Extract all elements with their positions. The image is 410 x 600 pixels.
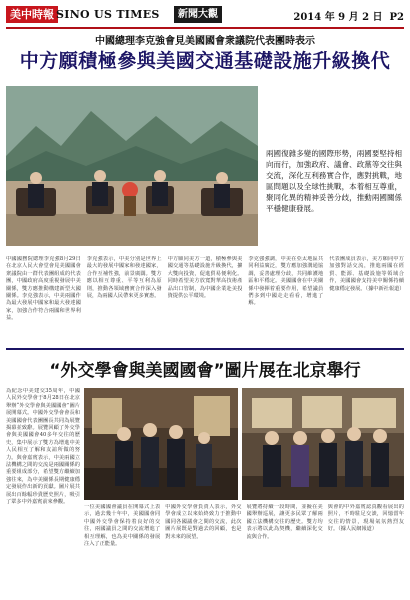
story1-column: 李克強表示，中美分別是世界上最大的發展中國家和發達國家，合作互補性強，前景廣闊。雙方應以相互尊重、平等互利為原則，推動各領域務實合作深入發展，為兩國人民帶來更多實惠。 bbox=[86, 256, 162, 300]
story2-column: 一位美國國會議員在開幕式上表示，過去幾十年中，美國國會同中國外交學會保持着良好的交往，兩國議員之間的交流增進了相互理解，也為美中關係的發展注入了正能量。 bbox=[84, 504, 161, 548]
exhibition-photo-right bbox=[242, 388, 404, 500]
story1-headline: 中方願積極參與美國交通基礎設施升級換代 bbox=[19, 50, 391, 72]
story2-column: 展覽將持續一段時間，並擬在美國舉辦巡展，讓更多民眾了解兩國立法機構交往的歷史。雙方均表示將以此為契機，繼續深化交流與合作。 bbox=[246, 504, 323, 540]
page-number: P2 bbox=[389, 12, 404, 23]
story2-body bbox=[84, 504, 404, 596]
story-divider bbox=[6, 348, 404, 350]
story1-column: 中國國務院總理李克強8月29日在北京人民大會堂會見美國國會衆議院由一群代表團組成的代表團，中國政府高度重視發展中美關係，雙方應推動構建新型大國關係。李克強表示，中美兩國作為最大發展中國家和最大發達國家，加強合作符合兩國和世界利益。 bbox=[6, 256, 81, 322]
meeting-photo bbox=[6, 86, 258, 246]
story1-caption: 兩國復雜多變的國際形勢，兩國要堅持相向而行，加強政府、議會、政黨等交往與交流，深化互利務實合作，應對挑戰，地區問題以及全球性挑戰，本着相互尊重，聚同化異的精神妥善分歧，推動兩國關係平穩健康發展。 bbox=[266, 149, 402, 213]
masthead bbox=[6, 5, 404, 25]
exhibition-photo-left bbox=[84, 388, 238, 500]
story1-column: 代表團成員表示，美方願同中方加強對話交流，推進兩國在經貿、能源、基礎設施等領域合作，美國國會支持美中關係持續健康穩定發展。（據中新社報道） bbox=[329, 256, 404, 292]
story2-headline: “外交學會與美國國會”圖片展在北京舉行 bbox=[49, 361, 361, 381]
story2-column: 中國外交學會負責人表示，外交學會成立以來始終致力于推動中國同各國議會之間的交流，此次圖片展既是對過去的回顧，也是對未來的展望。 bbox=[165, 504, 242, 540]
story2-column: 與會的中外嘉賓認真觀看展出的照片，不時駐足交談，回憶當年交往的情景，現場氣氛熱烈友好。（據人民網報道） bbox=[327, 504, 404, 533]
story1-column: 李克強強調，中美在亞太地區共同利益廣泛，雙方應加強溝通協調，妥善處理分歧，共同維護地區和平穩定。美國國會在中美關係中發揮着重要作用，希望議員們多到中國走走看看，增進了解。 bbox=[248, 256, 324, 307]
newspaper-logo: 美中時報 bbox=[6, 6, 58, 23]
story1-column: 中方願同美方一道，積極參與美國交通等基礎設施升級換代，擴大雙向投資，促進貿易便利化。同時希望美方放寬對華高技術產品出口管制，為中國企業赴美投資提供公平環境。 bbox=[167, 256, 243, 300]
newspaper-name-en: SINO US TIMES bbox=[56, 8, 160, 21]
story1-subhead: 中國總理李克強會見美國國會衆議院代表團時表示 bbox=[95, 36, 315, 47]
section-label: 新聞大觀 bbox=[174, 6, 222, 23]
masthead-rule bbox=[6, 27, 404, 29]
story2-left-column: 為紀念中美建交35周年，中國人民外交學會于8月28日在北京舉辦“外交學會與美國國會”圖片展開幕式。中國外交學會會長和美國國會代表團團長共同為展覽揭幕並致辭。展覽回顧了外交學會與美國國會40多年交往的歷史，集中展示了雙方為增進中美人民相互了解和友誼所做的努力。與會嘉賓表示，中美兩國立法機構之間的交流是兩國關係的重要組成部分，希望雙方繼續加強往來，為中美關係長期健康穩定發展作出新的貢獻。圖片展共展出百餘幅珍貴歷史照片，吸引了眾多中外嘉賓前來參觀。 bbox=[6, 388, 80, 506]
issue-date: 2014 年 9 月 2 日 P2 bbox=[293, 12, 404, 23]
story1-body bbox=[6, 256, 404, 344]
